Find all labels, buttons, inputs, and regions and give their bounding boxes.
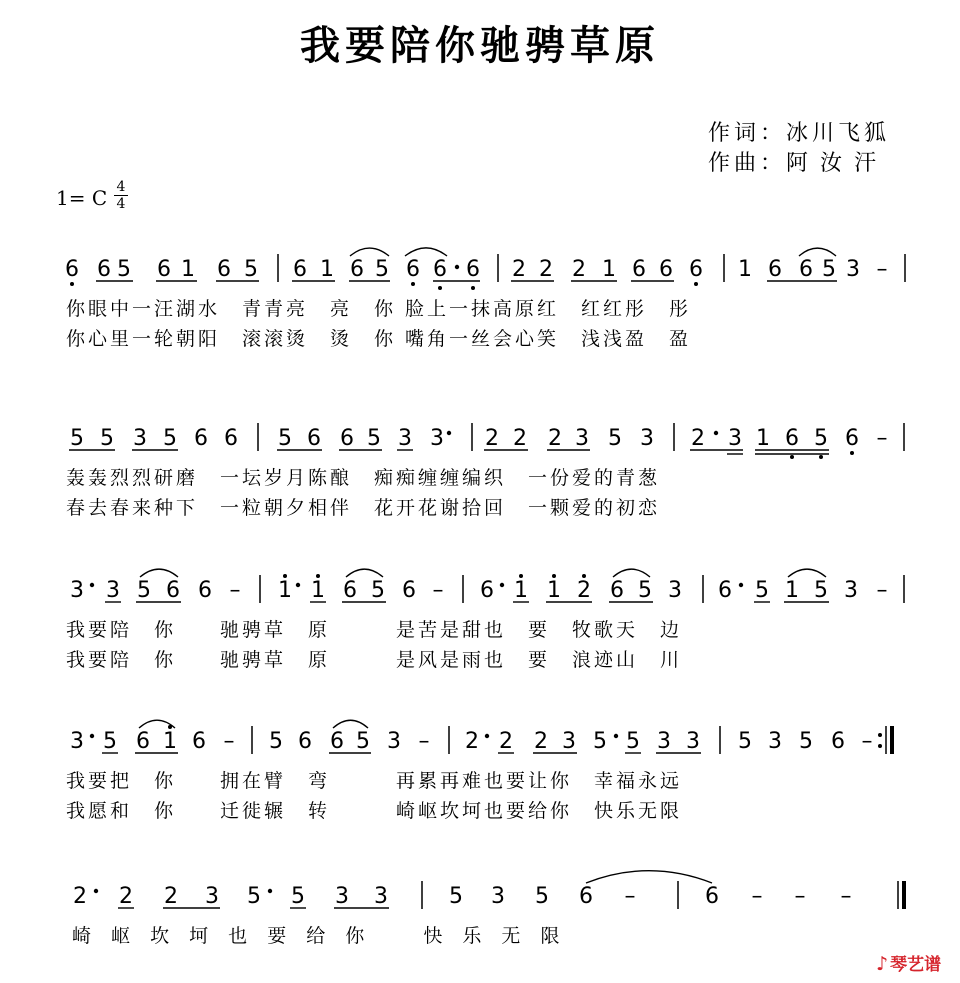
tie-slur bbox=[788, 569, 826, 577]
lyric-line: 崎 岖 坎 坷 也 要 给 你 快 乐 无 限 bbox=[72, 925, 567, 947]
note: 5 bbox=[799, 729, 813, 754]
note: 5 bbox=[814, 578, 828, 603]
note: 5 bbox=[371, 578, 385, 603]
note: 6 bbox=[579, 884, 593, 909]
note: 1 bbox=[163, 729, 177, 754]
note: – bbox=[876, 426, 888, 451]
augmentation-dot bbox=[485, 734, 489, 738]
note: 6 bbox=[97, 257, 111, 282]
note: 1 bbox=[311, 578, 325, 603]
octave-dot-high bbox=[316, 574, 320, 578]
augmentation-dot bbox=[296, 583, 300, 587]
lyric-line: 轰轰烈烈研磨 一坛岁月陈酿 痴痴缠缠编织 一份爱的青葱 bbox=[66, 467, 661, 489]
note: 1 bbox=[181, 257, 195, 282]
octave-dot-high bbox=[582, 574, 586, 578]
note: 6 bbox=[718, 578, 732, 603]
tie-slur bbox=[350, 248, 389, 256]
song-title: 我要陪你驰骋草原 bbox=[300, 22, 660, 69]
note: 5 bbox=[278, 426, 292, 451]
note: – bbox=[432, 578, 444, 603]
tie-slur bbox=[799, 248, 836, 256]
note: 6 bbox=[610, 578, 624, 603]
note: 3 bbox=[657, 729, 671, 754]
note: 5 bbox=[367, 426, 381, 451]
note: 5 bbox=[593, 729, 607, 754]
lyricist-label: 作词： bbox=[708, 121, 787, 146]
note: 5 bbox=[244, 257, 258, 282]
note: 6 bbox=[166, 578, 180, 603]
note: 3 bbox=[728, 426, 742, 451]
note: 6 bbox=[402, 578, 416, 603]
note: 3 bbox=[430, 426, 444, 451]
note: – bbox=[861, 729, 873, 754]
repeat-dot bbox=[878, 733, 882, 737]
note: 2 bbox=[513, 426, 527, 451]
note: 5 bbox=[738, 729, 752, 754]
note: 1 bbox=[278, 578, 292, 603]
augmentation-dot bbox=[90, 583, 94, 587]
augmentation-dot bbox=[714, 431, 718, 435]
note: – bbox=[418, 729, 430, 754]
note: 6 bbox=[433, 257, 447, 282]
lyric-line: 我愿和 你 迁徙辗 转 崎岖坎坷也要给你 快乐无限 bbox=[66, 800, 683, 822]
note: 2 bbox=[548, 426, 562, 451]
note: 2 bbox=[465, 729, 479, 754]
note: 5 bbox=[608, 426, 622, 451]
note: 3 bbox=[668, 578, 682, 603]
augmentation-dot bbox=[447, 431, 451, 435]
note: 6 bbox=[192, 729, 206, 754]
composer-name: 阿汝汗 bbox=[786, 151, 889, 176]
note: 5 bbox=[626, 729, 640, 754]
augmentation-dot bbox=[614, 734, 618, 738]
note: 2 bbox=[512, 257, 526, 282]
watermark-logo bbox=[876, 950, 941, 975]
note: 6 bbox=[293, 257, 307, 282]
note: 1 bbox=[514, 578, 528, 603]
note: – bbox=[794, 884, 806, 909]
tie-slur bbox=[613, 569, 650, 577]
note: 2 bbox=[577, 578, 591, 603]
octave-dot-low bbox=[411, 282, 415, 286]
note: 3 bbox=[70, 729, 84, 754]
note: – bbox=[223, 729, 235, 754]
note: 3 bbox=[205, 884, 219, 909]
note: 6 bbox=[157, 257, 171, 282]
note: 6 bbox=[689, 257, 703, 282]
note: 2 bbox=[691, 426, 705, 451]
note: – bbox=[229, 578, 241, 603]
note: 3 bbox=[575, 426, 589, 451]
repeat-dot bbox=[878, 744, 882, 748]
tie-slur bbox=[140, 569, 178, 577]
watermark-text: 琴艺谱 bbox=[890, 955, 942, 975]
augmentation-dot bbox=[455, 265, 459, 269]
key-signature: 1= C bbox=[56, 186, 108, 210]
note: 3 bbox=[844, 578, 858, 603]
note: – bbox=[840, 884, 852, 909]
augmentation-dot bbox=[94, 889, 98, 893]
note: 5 bbox=[163, 426, 177, 451]
note: 2 bbox=[499, 729, 513, 754]
note: 2 bbox=[534, 729, 548, 754]
note: 6 bbox=[659, 257, 673, 282]
note: 5 bbox=[535, 884, 549, 909]
note: 6 bbox=[194, 426, 208, 451]
augmentation-dot bbox=[500, 583, 504, 587]
augmentation-dot bbox=[739, 583, 743, 587]
note: 3 bbox=[686, 729, 700, 754]
note: 5 bbox=[356, 729, 370, 754]
note: – bbox=[751, 884, 763, 909]
tie-slur bbox=[405, 248, 447, 256]
note: 2 bbox=[572, 257, 586, 282]
octave-dot-low bbox=[790, 455, 794, 459]
note: 6 bbox=[799, 257, 813, 282]
octave-dot-high bbox=[552, 574, 556, 578]
lyric-line: 我要把 你 拥在臂 弯 再累再难也要让你 幸福永远 bbox=[66, 770, 683, 792]
note: 6 bbox=[330, 729, 344, 754]
note: 6 bbox=[831, 729, 845, 754]
note: 3 bbox=[562, 729, 576, 754]
note: 5 bbox=[291, 884, 305, 909]
note: 3 bbox=[335, 884, 349, 909]
note: 6 bbox=[785, 426, 799, 451]
note: 5 bbox=[117, 257, 131, 282]
note: 5 bbox=[100, 426, 114, 451]
note: 1 bbox=[738, 257, 752, 282]
note: – bbox=[876, 578, 888, 603]
note: 3 bbox=[133, 426, 147, 451]
note: 6 bbox=[350, 257, 364, 282]
note: 3 bbox=[640, 426, 654, 451]
note: 1 bbox=[547, 578, 561, 603]
note: 3 bbox=[768, 729, 782, 754]
lyric-line: 你眼中一汪湖水 青青亮 亮 你 脸上一抹高原红 红红彤 彤 bbox=[66, 298, 692, 320]
note: 2 bbox=[539, 257, 553, 282]
octave-dot-low bbox=[850, 451, 854, 455]
note: 6 bbox=[845, 426, 859, 451]
note: 6 bbox=[198, 578, 212, 603]
note: 3 bbox=[387, 729, 401, 754]
augmentation-dot bbox=[90, 734, 94, 738]
note: 6 bbox=[136, 729, 150, 754]
octave-dot-high bbox=[519, 574, 523, 578]
note: 5 bbox=[822, 257, 836, 282]
note: 6 bbox=[343, 578, 357, 603]
note: 5 bbox=[70, 426, 84, 451]
note: 6 bbox=[406, 257, 420, 282]
note: 1 bbox=[785, 578, 799, 603]
lyricist-name: 冰川飞狐 bbox=[786, 121, 891, 146]
lyric-line: 我要陪 你 驰骋草 原 是苦是甜也 要 牧歌天 边 bbox=[66, 619, 683, 641]
note: 5 bbox=[449, 884, 463, 909]
octave-dot-low bbox=[471, 286, 475, 290]
octave-dot-low bbox=[694, 282, 698, 286]
note: 5 bbox=[103, 729, 117, 754]
tie-slur bbox=[333, 720, 368, 728]
note: 5 bbox=[638, 578, 652, 603]
note: 6 bbox=[217, 257, 231, 282]
octave-dot-low bbox=[70, 282, 74, 286]
note: 6 bbox=[65, 257, 79, 282]
note: 6 bbox=[340, 426, 354, 451]
note: 3 bbox=[398, 426, 412, 451]
augmentation-dot bbox=[268, 889, 272, 893]
tie-slur bbox=[346, 569, 383, 577]
note: 1 bbox=[320, 257, 334, 282]
note: 6 bbox=[705, 884, 719, 909]
octave-dot-low bbox=[438, 286, 442, 290]
lyric-line: 春去春来种下 一粒朝夕相伴 花开花谢拾回 一颗爱的初恋 bbox=[66, 497, 661, 519]
note: 6 bbox=[298, 729, 312, 754]
note: 3 bbox=[491, 884, 505, 909]
note: 6 bbox=[466, 257, 480, 282]
note: 5 bbox=[755, 578, 769, 603]
note: – bbox=[876, 257, 888, 282]
octave-dot-low bbox=[819, 455, 823, 459]
note: 5 bbox=[247, 884, 261, 909]
note: 3 bbox=[846, 257, 860, 282]
note: 2 bbox=[485, 426, 499, 451]
note: 1 bbox=[756, 426, 770, 451]
note: 3 bbox=[106, 578, 120, 603]
note: 1 bbox=[602, 257, 616, 282]
note: 5 bbox=[814, 426, 828, 451]
composer-label: 作曲： bbox=[708, 151, 787, 176]
lyric-line: 你心里一轮朝阳 滚滚烫 烫 你 嘴角一丝会心笑 浅浅盈 盈 bbox=[66, 328, 692, 350]
note: 3 bbox=[70, 578, 84, 603]
note: 6 bbox=[224, 426, 238, 451]
watermark-icon: ♪ bbox=[876, 953, 889, 975]
note: 5 bbox=[269, 729, 283, 754]
lyric-line: 我要陪 你 驰骋草 原 是风是雨也 要 浪迹山 川 bbox=[66, 649, 683, 671]
note: 5 bbox=[137, 578, 151, 603]
note: 2 bbox=[164, 884, 178, 909]
tie-slur bbox=[586, 871, 712, 883]
time-signature-bottom: 4 bbox=[116, 196, 126, 212]
note: 3 bbox=[374, 884, 388, 909]
note: 6 bbox=[480, 578, 494, 603]
note: 2 bbox=[119, 884, 133, 909]
note: – bbox=[624, 884, 636, 909]
note: 5 bbox=[375, 257, 389, 282]
note: 6 bbox=[307, 426, 321, 451]
note: 6 bbox=[632, 257, 646, 282]
time-signature-top: 4 bbox=[116, 179, 126, 195]
octave-dot-high bbox=[283, 574, 287, 578]
note: 6 bbox=[768, 257, 782, 282]
note: 2 bbox=[73, 884, 87, 909]
